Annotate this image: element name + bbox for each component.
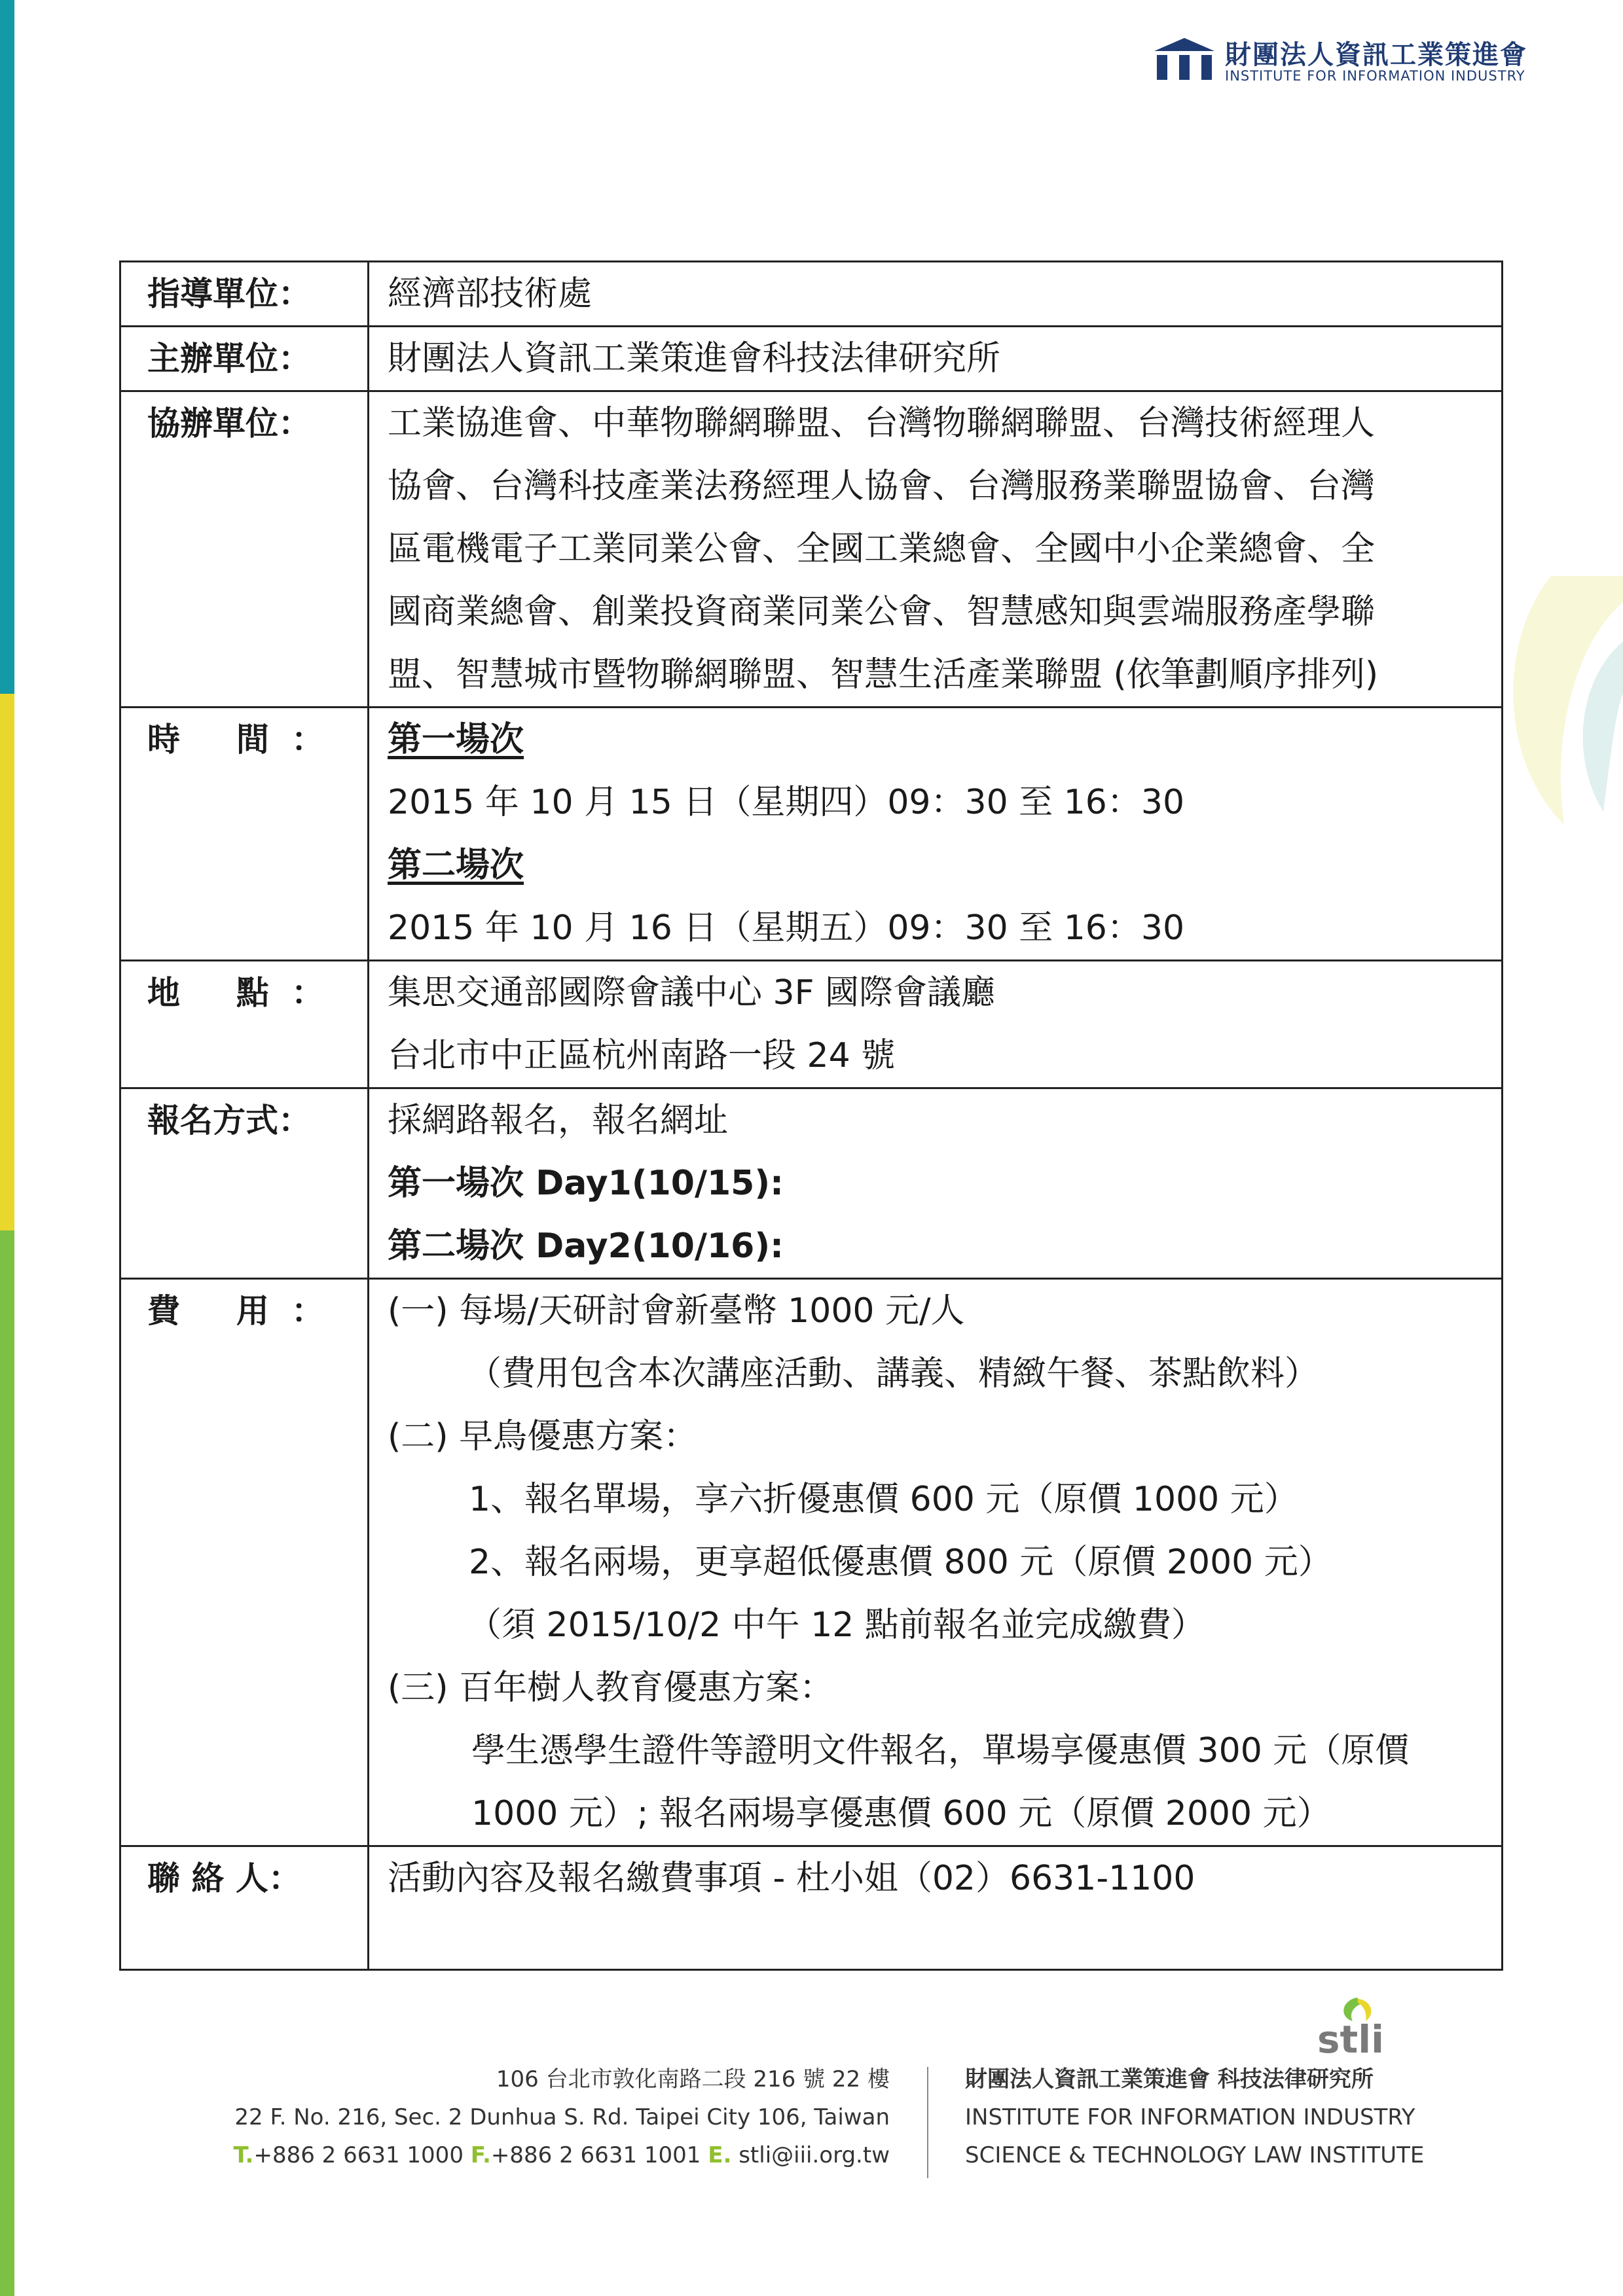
fee-line: 2、報名兩場，更享超低優惠價 800 元（原價 2000 元） [469, 1543, 1332, 1582]
table-row-time [120, 708, 1503, 961]
host-label: 主辦單位： [120, 327, 369, 391]
fee-line: (一) 每場/天研討會新臺幣 1000 元/人 [388, 1291, 965, 1331]
tel-key: T. [233, 2142, 254, 2168]
session1-title: 第一場次 [388, 720, 524, 759]
co-line: 工業協進會、中華物聯網聯盟、台灣物聯網聯盟、台灣技術經理人 [388, 404, 1376, 443]
contact-label: 聯 絡 人： [120, 1846, 369, 1970]
host-value: 財團法人資訊工業策進會科技法律研究所 [369, 327, 1503, 391]
footer-address-cn: 106 台北市敦化南路二段 216 號 22 樓 [496, 2066, 890, 2092]
place-label-b: 點： [236, 974, 325, 1012]
table-row-host [120, 327, 1503, 391]
footer-divider [927, 2067, 928, 2178]
table-row-registration [120, 1088, 1503, 1279]
iii-emblem-icon [1152, 37, 1217, 84]
time-label [120, 708, 369, 961]
co-line: 盟、智慧城市暨物聯網聯盟、智慧生活產業聯盟 (依筆劃順序排列) [388, 655, 1379, 694]
co-line: 協會、台灣科技產業法務經理人協會、台灣服務業聯盟協會、台灣 [388, 467, 1376, 506]
fee-line: 1000 元）; 報名兩場享優惠價 600 元（原價 2000 元） [471, 1794, 1331, 1833]
left-strip-teal [0, 0, 14, 694]
footer-org-en1: INSTITUTE FOR INFORMATION INDUSTRY [965, 2104, 1415, 2130]
email-key: E. [708, 2142, 732, 2168]
footer-phone-line [234, 2136, 890, 2174]
place-value [369, 961, 1503, 1088]
fee-value [369, 1279, 1503, 1846]
co-line: 國商業總會、創業投資商業同業公會、智慧感知與雲端服務產學聯 [388, 592, 1376, 632]
footer-org-cn: 財團法人資訊工業策進會 科技法律研究所 [965, 2066, 1374, 2092]
reg-value [369, 1088, 1503, 1279]
footer-address-en: 22 F. No. 216, Sec. 2 Dunhua S. Rd. Taipei City 106, Taiwan [234, 2104, 890, 2130]
fax-value: +886 2 6631 1001 [490, 2142, 701, 2168]
fee-label-b: 用： [236, 1292, 325, 1330]
stli-logo-text: stli [1317, 2017, 1385, 2062]
reg-day2-link[interactable]: 第二場次 Day2(10/16): [388, 1227, 784, 1266]
table-row-co-organizers [120, 391, 1503, 708]
footer-org-en2: SCIENCE & TECHNOLOGY LAW INSTITUTE [965, 2142, 1425, 2168]
place-label-a: 地 [147, 974, 203, 1012]
fee-line: （費用包含本次講座活動、講義、精緻午餐、茶點飲料） [467, 1354, 1319, 1393]
table-row-guide [120, 262, 1503, 327]
contact-value: 活動內容及報名繳費事項 - 杜小姐（02）6631-1100 [369, 1846, 1503, 1970]
fee-line: 學生憑學生證件等證明文件報名，單場享優惠價 300 元（原價 [471, 1731, 1410, 1770]
guide-value: 經濟部技術處 [369, 262, 1503, 327]
time-label-a: 時 [147, 721, 203, 759]
place-label [120, 961, 369, 1088]
fee-line: （須 2015/10/2 中午 12 點前報名並完成繳費） [467, 1605, 1205, 1645]
table-row-place [120, 961, 1503, 1088]
reg-label: 報名方式： [120, 1088, 369, 1279]
reg-day1-link[interactable]: 第一場次 Day1(10/15): [388, 1164, 784, 1203]
fee-label-a: 費 [147, 1292, 203, 1330]
footer-org-block [965, 2060, 1424, 2174]
time-value [369, 708, 1503, 961]
place-line2: 台北市中正區杭州南路一段 24 號 [388, 1036, 896, 1075]
left-strip-yellow [0, 694, 14, 1230]
guide-label: 指導單位： [120, 262, 369, 327]
email-link[interactable]: stli@iii.org.tw [739, 2142, 890, 2168]
fee-label [120, 1279, 369, 1846]
fee-line: (二) 早鳥優惠方案： [388, 1417, 698, 1456]
reg-line1: 採網路報名，報名網址 [388, 1101, 729, 1140]
session2-title: 第二場次 [388, 846, 524, 885]
session1-date: 2015 年 10 月 15 日（星期四）09：30 至 16：30 [388, 783, 1185, 822]
table-row-fee [120, 1279, 1503, 1846]
left-strip-green [0, 1230, 14, 2296]
co-label: 協辦單位： [120, 391, 369, 708]
header-logo [1152, 34, 1558, 93]
co-value [369, 391, 1503, 708]
co-line: 區電機電子工業同業公會、全國工業總會、全國中小企業總會、全 [388, 529, 1376, 569]
event-info-table [119, 260, 1503, 1971]
table-row-contact [120, 1846, 1503, 1970]
tel-value: +886 2 6631 1000 [253, 2142, 464, 2168]
header-org-name-cn: 財團法人資訊工業策進會 [1225, 40, 1527, 70]
fee-line: (三) 百年樹人教育優惠方案： [388, 1668, 834, 1708]
place-line1: 集思交通部國際會議中心 3F 國際會議廳 [388, 973, 996, 1013]
fax-key: F. [470, 2142, 491, 2168]
footer-address-block [234, 2060, 890, 2174]
time-label-b: 間： [236, 721, 325, 759]
fee-line: 1、報名單場，享六折優惠價 600 元（原價 1000 元） [469, 1480, 1298, 1519]
session2-date: 2015 年 10 月 16 日（星期五）09：30 至 16：30 [388, 908, 1185, 948]
header-org-name-en: INSTITUTE FOR INFORMATION INDUSTRY [1225, 68, 1525, 84]
